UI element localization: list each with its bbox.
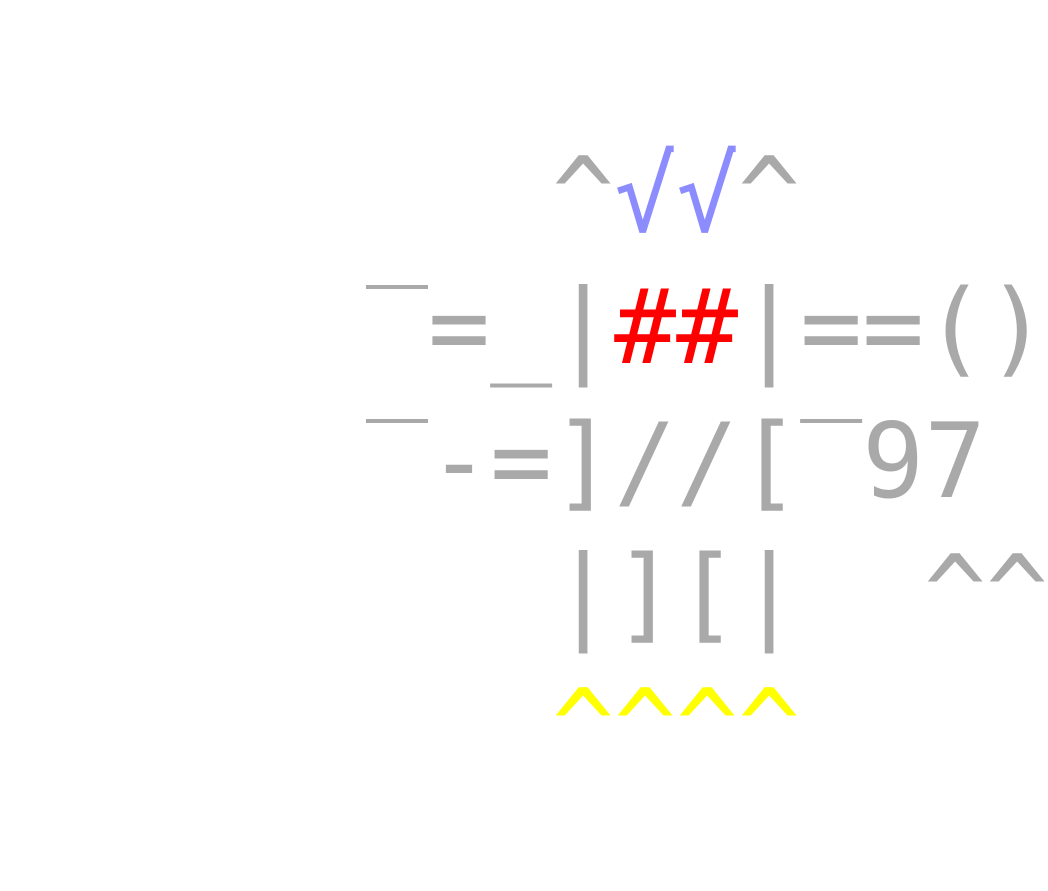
- art-line-1-segment-2: √√: [614, 136, 739, 256]
- art-line-3-segment-1: ‾-=]//[‾97: [366, 402, 987, 522]
- art-line-2-segment-3: |==(): [738, 268, 1048, 388]
- art-line-2-segment-1: ‾=_|: [366, 268, 615, 388]
- art-line-5-segment-2: ^^^^: [552, 668, 801, 788]
- art-line-5: [118, 574, 800, 883]
- art-line-1-segment-3: ^: [738, 136, 801, 256]
- art-line-2-segment-2: ##: [614, 268, 739, 388]
- art-line-5-segment-1: [366, 668, 552, 788]
- art-line-1-segment-1: ^: [428, 136, 615, 256]
- art-line-4-segment-1: |][| ^^: [366, 534, 1048, 654]
